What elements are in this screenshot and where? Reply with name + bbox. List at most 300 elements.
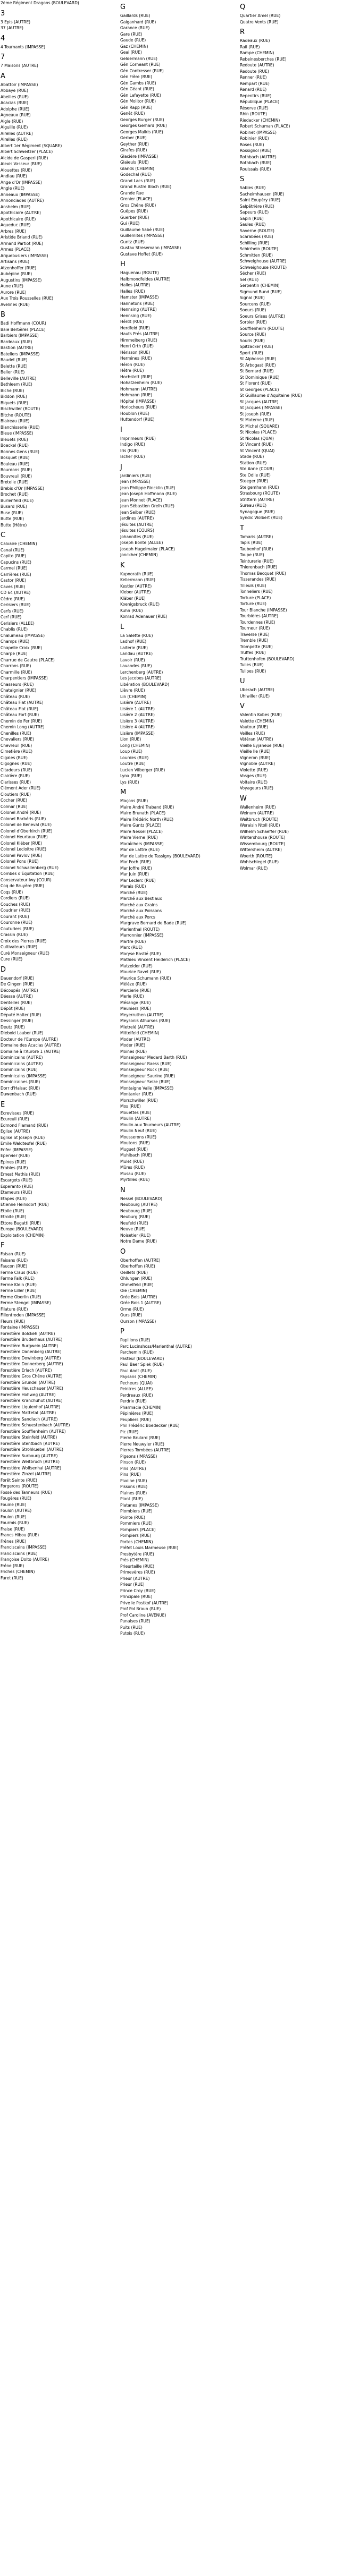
street-entry: Strittern (AUTRE): [240, 497, 274, 502]
street-entry: Serpentin (CHEMIN): [240, 283, 280, 288]
street-entry: Héron (RUE): [120, 362, 145, 367]
street-entry: Aigle (RUE): [1, 118, 23, 124]
street-entry: Neuve (RUE): [120, 1227, 146, 1231]
street-entry: Mûres (RUE): [120, 1165, 145, 1170]
street-entry: Ange d'Or (IMPASSE): [1, 180, 42, 185]
street-entry: Truttenhofen (BOULEVARD): [240, 656, 295, 661]
street-entry: Guntz (RUE): [120, 239, 145, 244]
street-entry: Mousserons (RUE): [120, 1134, 157, 1140]
street-entry: Vieille Eyjaneue (RUE): [240, 743, 285, 748]
street-entry: Signal (RUE): [240, 295, 265, 300]
street-entry: Dessinger (RUE): [1, 1018, 34, 1023]
street-entry: Dorr d'Halsac (RUE): [1, 1085, 40, 1091]
street-entry: Tuiles (RUE): [240, 662, 264, 667]
street-entry: Andlau (RUE): [1, 174, 27, 178]
street-entry: Ecrevisses (RUE): [1, 1110, 34, 1116]
street-entry: Armes (PLACE): [1, 247, 30, 252]
street-entry: Presbytère (RUE): [120, 1551, 154, 1557]
street-entry: Morschwiller (RUE): [120, 1098, 158, 1103]
section-letter: W: [240, 794, 247, 803]
street-entry: Cloutiers (RUE): [1, 792, 31, 797]
street-entry: Alexis Vasseur (RUE): [1, 161, 42, 166]
street-entry: Epines (RUE): [1, 1159, 27, 1164]
street-entry: Lisière 4 (AUTRE): [120, 725, 155, 729]
street-entry: Butte (RUE): [1, 516, 24, 521]
section-letter: I: [120, 426, 122, 434]
street-entry: Guillemites (IMPASSE): [120, 233, 164, 238]
street-entry: Charrue de Gautre (PLACE): [1, 657, 55, 662]
street-entry: Frêne (RUE): [1, 1563, 24, 1568]
street-entry: Robinier (RUE): [240, 136, 269, 141]
street-entry: Réserve (RUE): [240, 105, 269, 110]
street-entry: Ladhof (RUE): [120, 639, 147, 644]
street-entry: Tour Blanche (IMPASSE): [240, 607, 287, 613]
street-entry: Moulin Neuf (RUE): [120, 1128, 157, 1133]
street-entry: Jonckher (CHEMIN): [120, 552, 158, 557]
street-entry: Grand Lacs (RUE): [120, 178, 155, 183]
street-entry: Prince Croy (RUE): [120, 1588, 156, 1593]
street-entry: Rempart (RUE): [240, 81, 270, 86]
street-entry: 3 Epis (AUTRE): [1, 19, 31, 24]
street-entry: Jean (IMPASSE): [120, 479, 151, 484]
street-entry: Schweighouse (ROUTE): [240, 265, 287, 270]
street-entry: Pinson (RUE): [120, 1460, 146, 1465]
street-entry: Chapelle Croix (RUE): [1, 645, 43, 650]
section-letter: H: [120, 260, 126, 268]
street-entry: Montaigne Valle (IMPASSE): [120, 1085, 174, 1091]
street-entry: Grande Rue: [120, 190, 144, 195]
street-entry: Sport (RUE): [240, 350, 263, 355]
street-entry: St Nicolas (PLACE): [240, 430, 277, 435]
street-entry: Vautour (RUE): [240, 725, 268, 729]
street-entry: Buse (RUE): [1, 510, 23, 515]
street-entry: Forestière Donnerberg (AUTRE): [1, 1362, 63, 1366]
street-entry: Champs (RUE): [1, 639, 30, 644]
street-entry: Herdfeld (RUE): [120, 325, 150, 330]
street-entry: Saint Exupéry (RUE): [240, 198, 281, 202]
street-entry: Déesse (AUTRE): [1, 994, 33, 999]
street-entry: Dentelles (RUE): [1, 1000, 32, 1005]
street-entry: Francs Hibou (RUE): [1, 1533, 39, 1537]
street-entry: Neubourg (AUTRE): [120, 1202, 158, 1207]
street-entry: Lourdes (RUE): [120, 755, 149, 760]
street-entry: Phil Frédéric Boedecker (RUE): [120, 1423, 180, 1428]
street-entry: Coudrier (RUE): [1, 908, 30, 913]
street-entry: Monseigneur Rück (RUE): [120, 1067, 170, 1072]
street-entry: Fillentroden (IMPASSE): [1, 1313, 46, 1317]
street-entry: Gustave Hoffet (RUE): [120, 251, 163, 257]
street-entry: Forestière Burgwein (AUTRE): [1, 1343, 59, 1348]
street-entry: Butte (Hêtre): [1, 522, 27, 528]
street-entry: Biquets (RUE): [1, 400, 28, 405]
street-entry: Mercierie (RUE): [120, 988, 152, 993]
street-entry: St Dominique (RUE): [240, 375, 280, 380]
street-entry: Peintres (ALLEE): [120, 1387, 153, 1391]
street-entry: Edmond Flamand (RUE): [1, 1123, 48, 1128]
street-entry: Bouleau (RUE): [1, 461, 30, 466]
street-entry: Filature (RUE): [1, 1306, 28, 1312]
street-entry: Gén Molitor (RUE): [120, 99, 156, 104]
street-entry: Mar de Lattre de Tassigny (BOULEVARD): [120, 853, 201, 858]
street-entry: Croix des Pierres (RUE): [1, 938, 47, 943]
street-entry: Fontaine (IMPASSE): [1, 1325, 39, 1330]
street-entry: Pecheurs (QUAI): [120, 1380, 153, 1385]
street-entry: Bitche (ROUTE): [1, 412, 31, 418]
street-entry: Weinum (AUTRE): [240, 811, 274, 815]
street-entry: Vignoble (AUTRE): [240, 761, 275, 766]
street-entry: Françoise Dolto (AUTRE): [1, 1557, 49, 1562]
street-entry: Martre (RUE): [120, 939, 146, 944]
street-entry: Forestière Grundel (AUTRE): [1, 1380, 55, 1385]
street-entry: Fougères (RUE): [1, 1496, 31, 1501]
street-entry: Dominicaines (RUE): [1, 1079, 40, 1084]
street-entry: Hérdt (RUE): [120, 319, 144, 324]
street-entry: Forestière Zinzel (AUTRE): [1, 1472, 52, 1476]
street-entry: Hermines (RUE): [120, 356, 152, 361]
street-entry: Paul Baer Spiek (RUE): [120, 1362, 164, 1367]
street-entry: Neufeld (RUE): [120, 1220, 148, 1226]
street-entry: Château Fiat (AUTRE): [1, 700, 44, 705]
street-entry: Wintershouse (ROUTE): [240, 835, 286, 840]
street-entry: Lisière 3 (AUTRE): [120, 718, 155, 724]
street-entry: Château Fiat (RUE): [1, 706, 38, 711]
street-entry: Forgerons (ROUTE): [1, 1484, 39, 1489]
street-entry: Taupe (RUE): [240, 552, 264, 557]
street-entry: Margrave Bernard de Bade (RUE): [120, 921, 187, 925]
section-letter: 4: [1, 34, 5, 42]
street-entry: Guêpes (RUE): [120, 209, 148, 214]
street-entry: Etameurs (RUE): [1, 1190, 32, 1195]
street-entry: Mulet (RUE): [120, 1159, 144, 1164]
street-entry: Kestler (AUTRE): [120, 583, 152, 589]
street-entry: Chalumeau (IMPASSE): [1, 633, 45, 638]
street-entry: Chevreuil (RUE): [1, 743, 32, 748]
street-entry: Moulin aux Tourneurs (AUTRE): [120, 1122, 181, 1127]
street-entry: Angle (RUE): [1, 186, 25, 191]
street-entry: Truffes (RUE): [240, 650, 266, 655]
street-entry: Gén Contresser (RUE): [120, 68, 164, 73]
street-entry: Gustav Stresemann (IMPASSE): [120, 245, 181, 250]
street-entry: Gros Chêne (RUE): [120, 202, 156, 208]
street-entry: Meuniers (RUE): [120, 1006, 151, 1011]
street-entry: Aurore (RUE): [1, 290, 27, 295]
street-entry: Cerfs (RUE): [1, 608, 24, 614]
street-entry: Aqueduc (RUE): [1, 223, 31, 227]
street-entry: Jean Sébastien Orelh (RUE): [120, 504, 174, 508]
street-entry: Docteur de l'Europe (AUTRE): [1, 1036, 58, 1042]
street-entry: Prieur (RUE): [120, 1582, 145, 1587]
street-entry: Canal (RUE): [1, 547, 24, 552]
street-entry: Dominicains (AUTRE): [1, 1061, 43, 1066]
street-entry: Erables (RUE): [1, 1166, 28, 1170]
street-entry: Rhin (ROUTE): [240, 112, 267, 116]
street-entry: Garance (RUE): [120, 25, 150, 30]
street-entry: Mar Joffre (RUE): [120, 865, 152, 871]
street-entry: Citadeurs (RUE): [1, 767, 32, 772]
street-entry: Les Jacobes (AUTRE): [120, 676, 162, 681]
street-entry: St Guillaume d'Aquitaine (RUE): [240, 393, 302, 398]
street-entry: Belleville (AUTRE): [1, 376, 37, 381]
street-entry: Geldermann (RUE): [120, 56, 157, 61]
street-entry: Dominicains (IMPASSE): [1, 1073, 47, 1078]
street-entry: Forestière Bolckeh (AUTRE): [1, 1331, 55, 1336]
street-entry: Tourneur (RUE): [240, 626, 270, 631]
street-entry: Fraise (RUE): [1, 1526, 25, 1532]
street-entry: Découpés (AUTRE): [1, 988, 38, 993]
street-entry: Dauendorf (RUE): [1, 975, 35, 981]
street-entry: Tremble (RUE): [240, 638, 269, 643]
street-entry: Ferme Oberlin (RUE): [1, 1294, 41, 1299]
street-entry: Guerber (RUE): [120, 215, 149, 220]
street-entry: Lynx (RUE): [120, 773, 142, 778]
street-entry: Marronnier (IMPASSE): [120, 933, 164, 938]
street-entry: Bastion (AUTRE): [1, 345, 34, 350]
street-entry: Renard (RUE): [240, 87, 267, 92]
street-entry: Schilling (RUE): [240, 240, 270, 245]
street-entry: Konrad Adenauer (RUE): [120, 614, 168, 619]
street-entry: Wohlschlegel (RUE): [240, 860, 279, 864]
street-entry: Coq de Bruyère (RUE): [1, 883, 44, 888]
street-entry: Neuburg (RUE): [120, 1214, 150, 1219]
street-entry: Voltaire (RUE): [240, 779, 268, 785]
street-entry: Conservateur Iwy (COUR): [1, 877, 52, 882]
street-entry: Coqs (RUE): [1, 889, 23, 895]
street-entry: Sables (RUE): [240, 185, 266, 190]
street-entry: Pépinières (RUE): [120, 1411, 154, 1416]
street-entry: Colonel André (RUE): [1, 810, 41, 815]
street-entry: Geai (RUE): [120, 50, 142, 55]
street-entry: Gaillards (RUE): [120, 13, 151, 18]
street-entry: Alouettes (RUE): [1, 167, 32, 173]
street-entry: Apothicaire (RUE): [1, 216, 36, 222]
street-entry: Couronne (RUE): [1, 920, 32, 925]
street-entry: Prieur (AUTRE): [120, 1576, 150, 1581]
street-entry: Tisserandes (RUE): [240, 577, 277, 582]
street-entry: St Georges (PLACE): [240, 387, 279, 392]
street-entry: Uberach (AUTRE): [240, 687, 274, 692]
street-entry: Traverse (RUE): [240, 632, 270, 637]
street-entry: Blanchisserie (RUE): [1, 424, 40, 430]
street-entry: Mittelfeld (CHEMIN): [120, 1031, 160, 1035]
street-entry: Plaines (RUE): [120, 1490, 147, 1495]
street-entry: Bleuets (RUE): [1, 437, 28, 442]
street-entry: Synagogue (RUE): [240, 509, 275, 514]
street-entry: Forestière Liquienhof (AUTRE): [1, 1404, 61, 1409]
street-entry: Marienthal (ROUTE): [120, 926, 160, 932]
street-entry: Houblon (RUE): [120, 411, 149, 416]
street-entry: Pic (RUE): [120, 1429, 139, 1434]
street-entry: Thierenbach (RUE): [240, 565, 278, 569]
street-entry: Prof Caroline (AVENUE): [120, 1612, 166, 1618]
street-entry: Combes d'Équitation (RUE): [1, 871, 55, 876]
street-entry: Mar de Lattre (RUE): [120, 847, 160, 852]
street-entry: Ours (RUE): [120, 1313, 143, 1317]
street-entry: Dépôt (RUE): [1, 1006, 26, 1011]
street-entry: Fossé des Tanneurs (RUE): [1, 1490, 52, 1495]
street-entry: Barbiers (IMPASSE): [1, 333, 39, 338]
street-entry: Grand Rustre Bloch (RUE): [120, 184, 172, 189]
street-entry: Forestière Bruderhaus (AUTRE): [1, 1337, 63, 1342]
street-entry: Abeilles (RUE): [1, 94, 29, 99]
street-entry: Oberhoffen (RUE): [120, 1264, 155, 1269]
street-entry: Colonel Pons (RUE): [1, 859, 39, 864]
section-letter: K: [120, 561, 125, 569]
street-entry: Gén Frère (RUE): [120, 74, 153, 79]
street-entry: Hohatzenheim (RUE): [120, 380, 162, 385]
street-entry: Spitzacker (RUE): [240, 344, 273, 349]
street-entry: Bateliers (IMPASSE): [1, 351, 40, 356]
street-entry: Charpentiers (IMPASSE): [1, 676, 48, 681]
section-letter: L: [120, 623, 124, 631]
street-entry: Courant (RUE): [1, 914, 29, 919]
street-entry: Préfet Louis Marmeuse (RUE): [120, 1545, 179, 1550]
street-entry: Gén Géant (RUE): [120, 87, 154, 91]
street-entry: Baudet (RUE): [1, 358, 28, 362]
street-entry: Torture (PLACE): [240, 595, 271, 600]
street-entry: Anneaux (IMPASSE): [1, 192, 40, 197]
section-letter: F: [1, 1242, 5, 1249]
street-entry: Escargots (RUE): [1, 1178, 33, 1183]
street-entry: Soufflenheim (ROUTE): [240, 326, 285, 331]
street-entry: Matzeider (RUE): [120, 963, 153, 968]
street-entry: Renner (RUE): [240, 75, 267, 80]
street-entry: Rossignol (RUE): [240, 148, 272, 153]
section-letter: Q: [240, 3, 246, 11]
column-2: [120, 0, 236, 1637]
street-entry: Esperanto (RUE): [1, 1184, 34, 1189]
street-entry: Tourbières (AUTRE): [240, 614, 279, 618]
street-entry: Wilhelm Schaeffer (RUE): [240, 829, 289, 834]
street-entry: Marché aux Poissons: [120, 908, 162, 913]
street-entry: Maire Frédéric North (RUE): [120, 817, 174, 822]
street-entry: Mar Foch (RUE): [120, 860, 151, 864]
street-entry: Faucon (RUE): [1, 1264, 28, 1269]
section-letter: R: [240, 28, 245, 36]
street-entry: Moutons (RUE): [120, 1141, 150, 1145]
street-entry: Etoile (RUE): [1, 1208, 24, 1213]
street-entry: Muhlbach (RUE): [120, 1153, 152, 1158]
street-entry: Joseph Bonte (ALLEE): [120, 540, 163, 545]
street-entry: Aune (RUE): [1, 284, 23, 288]
street-entry: St Florent (RUE): [240, 381, 272, 386]
street-entry: Sureau (RUE): [240, 503, 267, 508]
street-entry: Forestière Stentbach (AUTRE): [1, 1441, 60, 1446]
street-entry: Glaïeuls (RUE): [120, 160, 149, 165]
street-entry: Sourcens (RUE): [240, 301, 271, 307]
street-entry: Aux Trois Rousselles (RUE): [1, 296, 54, 301]
section-letter: 7: [1, 53, 5, 61]
street-entry: Repentirs (RUE): [240, 93, 272, 98]
street-entry: Gén Lafayette (RUE): [120, 92, 161, 98]
street-entry: Domaine des Acacias (AUTRE): [1, 1043, 61, 1048]
street-entry: Forestière Wolfsenhal (AUTRE): [1, 1465, 62, 1470]
street-entry: Apothicaire (AUTRE): [1, 210, 41, 215]
street-entry: Thomas Becquet (RUE): [240, 571, 286, 576]
street-entry: Château (RUE): [1, 694, 30, 699]
street-entry: Soeurs (RUE): [240, 308, 266, 312]
street-entry: Weraisin Ntoll (RUE): [240, 823, 280, 828]
street-entry: St Jacques (AUTRE): [240, 399, 279, 404]
street-entry: Pompiers (RUE): [120, 1533, 152, 1538]
street-entry: Hennsing (RUE): [120, 313, 152, 318]
street-entry: Loutre (RUE): [120, 761, 146, 766]
street-entry: Hôpital (IMPASSE): [120, 398, 156, 404]
street-entry: Cigognes (RUE): [1, 761, 32, 766]
street-entry: Gerber (RUE): [120, 135, 147, 140]
street-entry: Jésuites (COURS): [120, 528, 154, 533]
street-entry: Forestière Danenberg (AUTRE): [1, 1349, 62, 1354]
street-entry: Grenier (PLACE): [120, 197, 152, 201]
street-entry: Castor (RUE): [1, 578, 27, 583]
street-entry: Ferme Claus (RUE): [1, 1270, 38, 1275]
street-entry: Caves (RUE): [1, 584, 26, 589]
street-entry: Deutz (RUE): [1, 1024, 25, 1030]
street-entry: Halles (AUTRE): [120, 283, 151, 287]
street-entry: Anshelm (RUE): [1, 204, 31, 209]
street-entry: Mar Leclerc (RUE): [120, 878, 156, 883]
street-entry: CD 64 (AUTRE): [1, 590, 31, 595]
street-entry: Cerf (RUE): [1, 615, 22, 619]
street-entry: Forestière Hohweg (AUTRE): [1, 1392, 56, 1397]
street-entry: Syndic Wolbert (RUE): [240, 515, 283, 520]
street-entry: Belier (RUE): [1, 370, 25, 375]
street-entry: Chevaliers (RUE): [1, 737, 35, 742]
street-entry: Tamaris (AUTRE): [240, 534, 273, 539]
street-entry: Parc Lucinshoss/Marienthal (AUTRE): [120, 1344, 192, 1349]
section-letter: B: [1, 311, 5, 319]
street-entry: 4 Tournants (IMPASSE): [1, 44, 46, 49]
street-entry: Forestière Dowinberg (AUTRE): [1, 1355, 61, 1361]
street-entry: Lavandes (RUE): [120, 664, 152, 668]
street-entry: Foulon (RUE): [1, 1514, 27, 1519]
street-entry: Steigemhann (RUE): [240, 484, 279, 490]
street-entry: Belette (RUE): [1, 363, 28, 369]
street-entry: Girafes (RUE): [120, 148, 147, 152]
street-entry: Prive le Postkof (AUTRE): [120, 1600, 169, 1605]
street-entry: Punaises (RUE): [120, 1619, 151, 1623]
street-entry: Georges Gerhard (RUE): [120, 123, 167, 128]
street-entry: Forestière Schuestenbach (AUTRE): [1, 1423, 70, 1427]
street-entry: Steeger (RUE): [240, 479, 269, 483]
street-entry: Radeaux (RUE): [240, 38, 270, 43]
column-3: [240, 0, 356, 871]
street-entry: Europe (BOULEVARD): [1, 1227, 44, 1231]
section-letter: T: [240, 524, 244, 532]
street-entry: St Joseph (RUE): [240, 411, 271, 416]
street-entry: De Gingen (RUE): [1, 982, 35, 987]
street-entry: Forestière Weitbruch (AUTRE): [1, 1459, 60, 1464]
street-entry: Ste Odile (RUE): [240, 472, 271, 478]
street-entry: Peupliers (RUE): [120, 1417, 151, 1422]
street-entry: Gui (RUE): [120, 221, 140, 226]
street-entry: Couches (RUE): [1, 902, 30, 907]
street-entry: Sel (RUE): [240, 277, 259, 282]
street-entry: Himmelberg (RUE): [120, 337, 157, 343]
street-entry: Ecureuil (RUE): [1, 1117, 29, 1121]
street-entry: Forestière Soufflenheim (AUTRE): [1, 1429, 66, 1434]
street-entry: Oie (CHEMIN): [120, 1288, 147, 1293]
street-entry: Monseigneur Saurine (RUE): [120, 1073, 176, 1078]
street-entry: Faisans (RUE): [1, 1257, 28, 1263]
street-entry: Wolmar (RUE): [240, 865, 268, 871]
street-entry: Epervier (RUE): [1, 1153, 30, 1158]
street-entry: Musau (RUE): [120, 1171, 146, 1176]
street-entry: Albert 1er Régiment (SQUARE): [1, 143, 62, 148]
street-entry: Airelles (RUE): [1, 137, 28, 142]
street-entry: Prés (CHEMIN): [120, 1558, 149, 1562]
street-entry: Pigeons (IMPASSE): [120, 1453, 157, 1459]
section-letter: M: [120, 788, 127, 796]
